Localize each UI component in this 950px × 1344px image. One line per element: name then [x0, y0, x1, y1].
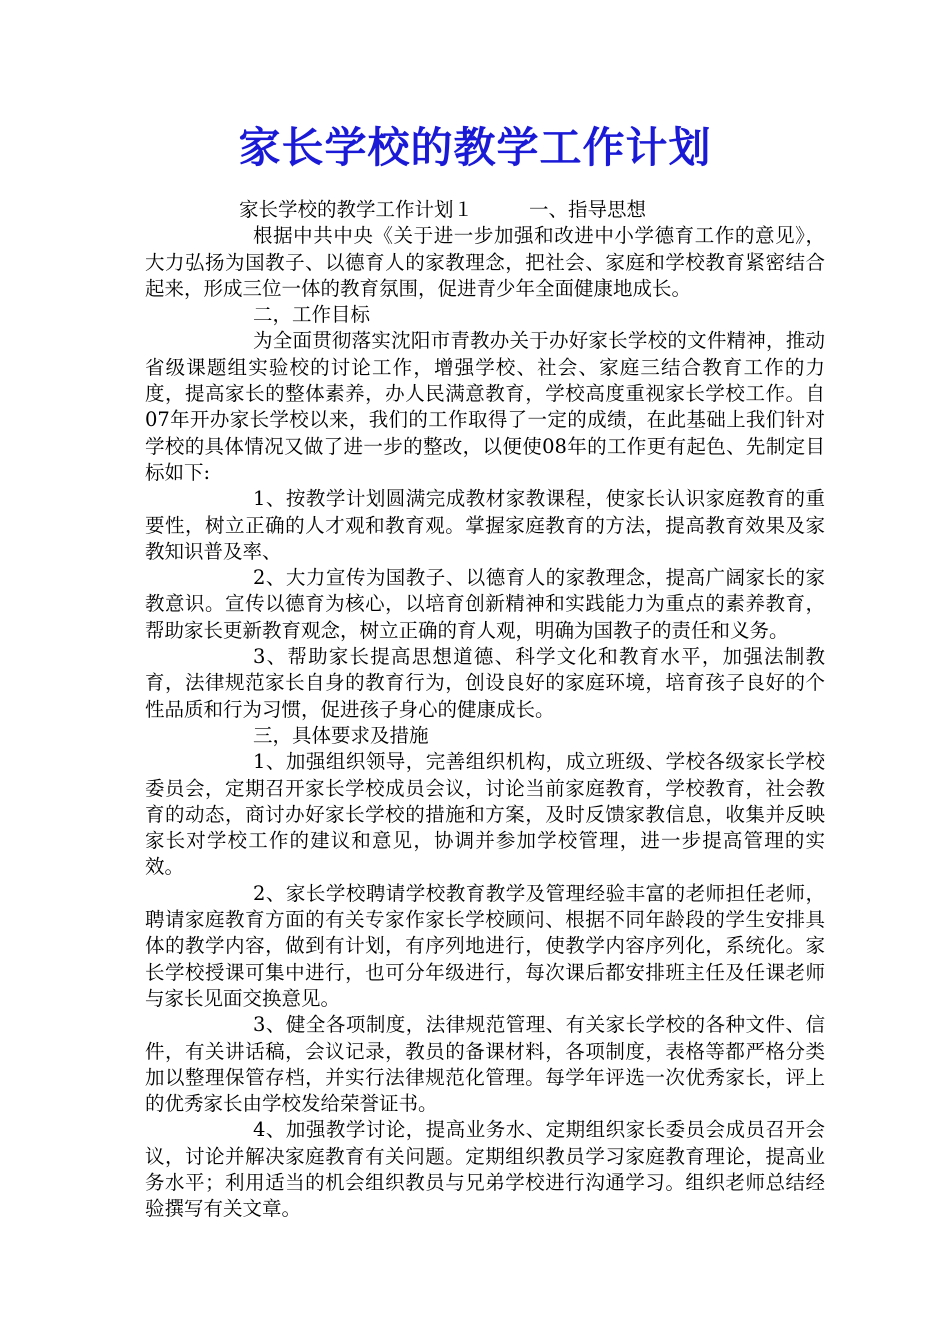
- goal-item-3: 3、帮助家长提高思想道德、科学文化和教育水平，加强法制教育，法律规范家长自身的教育行为，创设良好的家庭环境，培育孩子良好的个性品质和行为习惯，促进孩子身心的健康成长。: [145, 645, 825, 721]
- document-body: [145, 197, 825, 1223]
- intro-label: 家长学校的教学工作计划１: [239, 198, 474, 221]
- section2-heading: 二，工作目标: [253, 303, 371, 327]
- document-title: 家长学校的教学工作计划: [238, 123, 712, 172]
- measure-item-1: 1、加强组织领导，完善组织机构，成立班级、学校各级家长学校委员会，定期召开家长学校成员会议，讨论当前家庭教育，学校教育，社会教育的动态，商讨办好家长学校的措施和方案，及时反馈家教信息，收集并反映家长对学校工作的建议和意见，协调并参加学校管理，进一步提高管理的实效。: [145, 750, 825, 879]
- measure-item-2: 2、家长学校聘请学校教育教学及管理经验丰富的老师担任老师，聘请家庭教育方面的有关专家作家长学校顾问、根据不同年龄段的学生安排具体的教学内容，做到有计划，有序列地进行，使教学内容序列化，系统化。家长学校授课可集中进行，也可分年级进行，每次课后都安排班主任及任课老师与家长见面交换意见。: [145, 881, 825, 1010]
- measure-item-3: 3、健全各项制度，法律规范管理、有关家长学校的各种文件、信件，有关讲话稿，会议记录，教员的备课材料，各项制度，表格等都严格分类加以整理保管存档，并实行法律规范化管理。每学年评选一次优秀家长，评上的优秀家长由学校发给荣誉证书。: [145, 1013, 825, 1116]
- goal-item-1: 1、按教学计划圆满完成教材家教课程，使家长认识家庭教育的重要性，树立正确的人才观和教育观。掌握家庭教育的方法，提高教育效果及家教知识普及率、: [145, 487, 825, 563]
- measure-item-4: 4、加强教学讨论，提高业务水、定期组织家长委员会成员召开会议，讨论并解决家庭教育有关问题。定期组织教员学习家庭教育理论，提高业务水平；利用适当的机会组织教员与兄弟学校进行沟通学习。组织老师总结经验撰写有关文章。: [145, 1118, 825, 1221]
- goal-item-2: 2、大力宣传为国教子、以德育人的家教理念，提高广阔家长的家教意识。宣传以德育为核心，以培育创新精神和实践能力为重点的素养教育，帮助家长更新教育观念，树立正确的育人观，明确为国教子的责任和义务。: [145, 566, 825, 642]
- section1-paragraph: 根据中共中央《关于进一步加强和改进中小学德育工作的意见》，大力弘扬为国教子、以德育人的家教理念，把社会、家庭和学校教育紧密结合起来，形成三位一体的教育氛围，促进青少年全面健康地成长。: [145, 224, 825, 300]
- intro-line: [145, 197, 825, 223]
- section1-heading: 一、指导思想: [529, 198, 647, 221]
- section2-paragraph: 为全面贯彻落实沈阳市青教办关于办好家长学校的文件精神，推动省级课题组实验校的讨论工作，增强学校、社会、家庭三结合教育工作的力度，提高家长的整体素养，办人民满意教育，学校高度重视家长学校工作。自07年开办家长学校以来，我们的工作取得了一定的成绩，在此基础上我们针对学校的具体情况又做了进一步的整改，以便使08年的工作更有起色、先制定目标如下:: [145, 329, 825, 484]
- section3-heading: 三，具体要求及措施: [253, 723, 429, 747]
